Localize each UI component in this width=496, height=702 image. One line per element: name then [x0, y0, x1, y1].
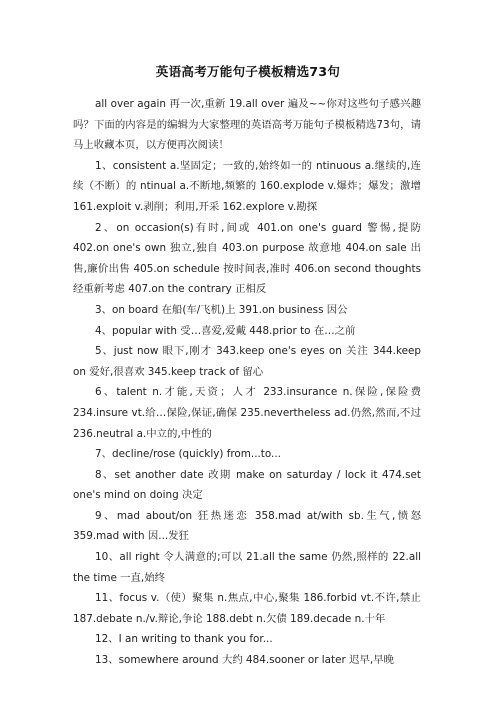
- paragraph-5: 5、just now 眼下,刚才 343.keep one's eyes on 关注 344.keep on 爱好,很喜欢 345.keep track of 留心: [73, 345, 421, 378]
- paragraph-intro: all over again 再一次,重新 19.all over 遍及~~你对这些句子感兴趣吗？下面的内容是的编辑为大家整理的英语高考万能句子模板精选73句，请马上收藏本页，以方便再次阅读！: [73, 98, 421, 152]
- paragraph-3: 3、on board 在船(车/飞机)上 391.on business 因公: [95, 303, 348, 316]
- paragraph-8: 8、set another date 改期 make on saturday / lock it 474.set one's mind on doing 决定: [73, 468, 421, 502]
- paragraph-9: 9、mad about/on 狂热迷恋 358.mad at/with sb.生气,愤怒 359.mad with 因...发狂: [73, 509, 421, 543]
- paragraph-13: 13、somewhere around 大约 484.sooner or later 迟早,早晚: [95, 654, 394, 667]
- paragraph-4: 4、popular with 受…喜爱,爱戴 448.prior to 在…之前: [95, 324, 356, 337]
- paragraph-12: 12、I an writing to thank you for...: [95, 633, 273, 646]
- paragraph-11: 11、focus v.（使）聚集 n.焦点,中心,聚集 186.forbid vt.不许,禁止 187.debate n./v.辩论,争论 188.debt n.欠债 189.decade n.十年: [73, 592, 421, 625]
- paragraph-7: 7、decline/rose (quickly) from...to...: [95, 448, 281, 461]
- paragraph-6: 6、talent n.才能,天资；人才 233.insurance n.保险,保险费 234.insure vt.给…保险,保证,确保 235.nevertheless ad.仍然,然而,不过 236.neutral a.中立的,中性的: [73, 386, 421, 440]
- paragraph-1: 1、consistent a.坚固定；一致的,始终如一的 ntinuous a.继续的,连续（不断）的 ntinual a.不断地,频繁的 160.explode v.爆炸；爆发；激增 161.exploit v.剥削；利用,开采 162.explore v.勘探: [73, 159, 421, 213]
- paragraph-10: 10、all right 令人满意的;可以 21.all the same 仍然,照样的 22.all the time 一直,始终: [73, 551, 421, 584]
- paragraph-2: 2、on occasion(s)有时,间或 401.on one's guard 警惕,提防 402.on one's own 独立,独自 403.on purpose 故意地 404.on sale 出售,廉价出售 405.on schedule 按时间表,准时 406.on second thoughts 经重新考虑 407.on the contrary 正相反: [73, 221, 421, 296]
- document-title: 英语高考万能句子模板精选73句: [155, 64, 341, 79]
- document-body: [73, 94, 421, 671]
